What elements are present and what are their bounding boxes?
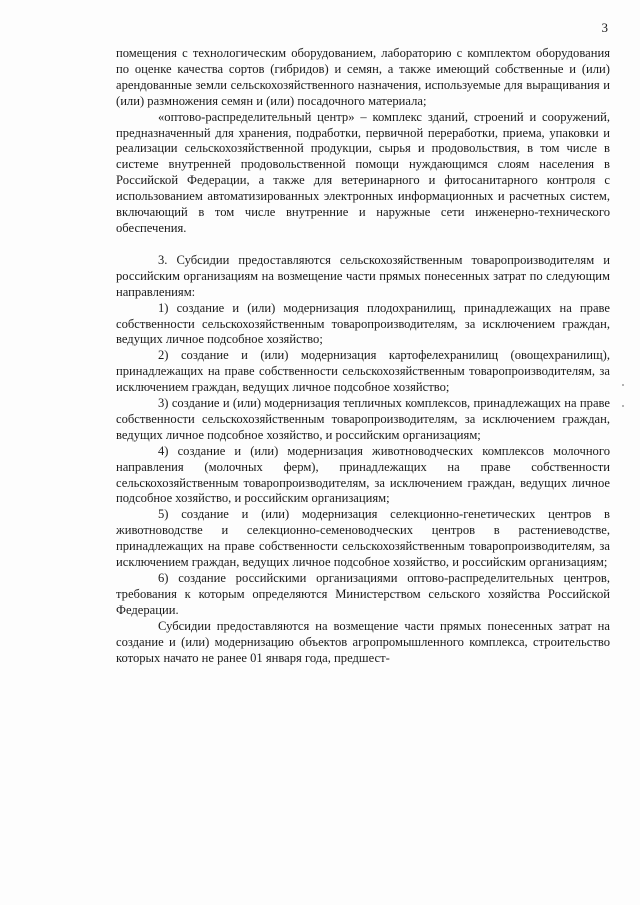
paragraph-section-3: 3. Субсидии предоставляются сельскохозяйственным товаропроизводителям и российским организациям на возмещение части прямых понесенных затрат по следующим направлениям:	[116, 252, 610, 299]
page-number: 3	[601, 20, 608, 35]
list-item-5: 5) создание и (или) модернизация селекционно-генетических центров в животноводстве и селекционно-семеноводческих центров в растениеводстве, принадлежащих на праве собственности сельскохозяйственным товаропроизводителям, за исключением граждан, ведущих личное подсобное хозяйство, и российским организациям;	[116, 507, 610, 570]
scan-speck	[622, 384, 624, 386]
list-item-1: 1) создание и (или) модернизация плодохранилищ, принадлежащих на праве собственности сельскохозяйственным товаропроизводителям, за исключением граждан, ведущих личное подсобное хозяйство;	[116, 300, 610, 347]
paragraph-continuation: помещения с технологическим оборудованием, лабораторию с комплектом оборудования по оценке качества сортов (гибридов) и семян, а также имеющий собственные и (или) арендованные земли сельскохозяйственного назначения, используемые для выращивания и (или) размножения семян и (или) посадочного материала;	[116, 46, 610, 108]
scan-speck	[622, 405, 624, 407]
list-item-2: 2) создание и (или) модернизация картофелехранилищ (овощехранилищ), принадлежащих на праве собственности сельскохозяйственным товаропроизводителям, за исключением граждан, ведущих личное подсобное хозяйство;	[116, 348, 610, 395]
list-item-3: 3) создание и (или) модернизация тепличных комплексов, принадлежащих на праве собственности сельскохозяйственным товаропроизводителям, за исключением граждан, ведущих личное подсобное хозяйство, и российским организациям;	[116, 396, 610, 442]
paragraph-definition-distribution-center: «оптово-распределительный центр» – комплекс зданий, строений и сооружений, предназначенный для хранения, подработки, первичной переработки, приема, упаковки и реализации сельскохозяйственной продукции, сырья и продовольствия, в том числе в системе внутренней продовольственной помощи нуждающимся слоям населения в Российской Федерации, а также для ветеринарного и фитосанитарного контроля с использованием автоматизированных электронных информационных и расчетных систем, включающий в том числе внутренние и наружные сети инженерно-технического обеспечения.	[116, 109, 610, 235]
paragraph-subsidy-conditions: Субсидии предоставляются на возмещение части прямых понесенных затрат на создание и (или) модернизацию объектов агропромышленного комплекса, строительство которых начато не ранее 01 января года, предшест-	[116, 618, 610, 665]
list-item-6: 6) создание российскими организациями оптово-распределительных центров, требования к которым определяются Министерством сельского хозяйства Российской Федерации.	[116, 571, 610, 617]
list-item-4: 4) создание и (или) модернизация животноводческих комплексов молочного направления (молочных ферм), принадлежащих на праве собственности сельскохозяйственным товаропроизводителям, за исключением граждан, ведущих личное подсобное хозяйство, и российским организациям;	[116, 443, 610, 506]
body-text	[116, 46, 610, 666]
